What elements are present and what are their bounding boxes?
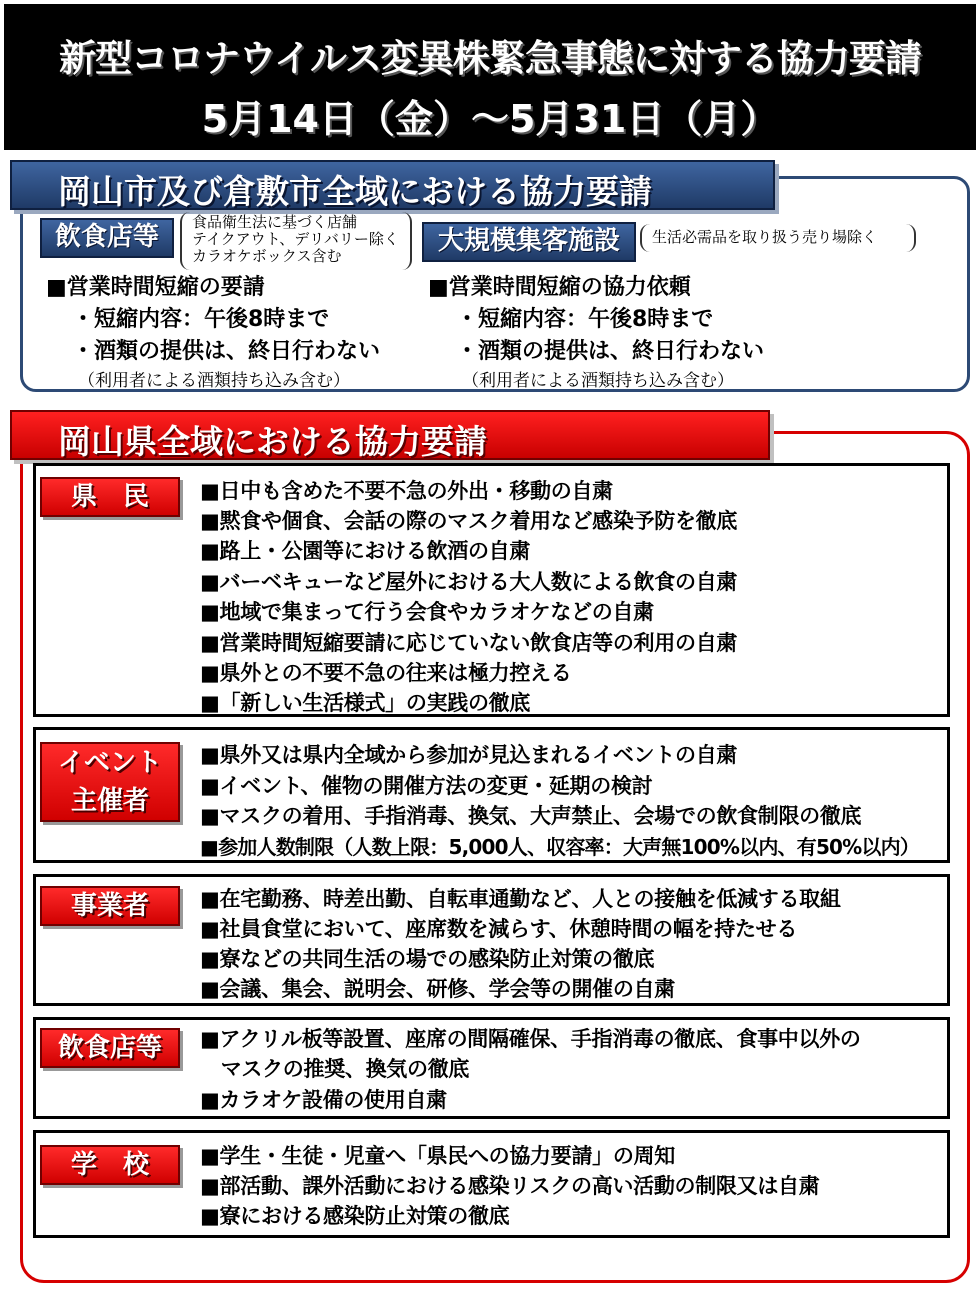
- large-facilities-sub: （利用者による酒類持ち込み含む）: [462, 371, 734, 391]
- list-item: ■カラオケ設備の使用自粛: [200, 1088, 447, 1112]
- list-item: ■「新しい生活様式」の実践の徹底: [200, 691, 531, 715]
- period-text: 5月14日（金）～5月31日（月）: [201, 97, 779, 141]
- event-organizers-tag-line: イベント: [57, 748, 162, 778]
- list-item: ■路上・公園等における飲酒の自粛: [200, 539, 531, 563]
- list-item: ■地域で集まって行う会食やカラオケなどの自粛: [200, 600, 654, 624]
- restaurants-heading: ■営業時間短縮の要請: [46, 275, 265, 300]
- okayama-pref-title: 岡山県全域における協力要請: [58, 422, 487, 461]
- list-item: ■マスクの着用、手指消毒、換気、大声禁止、会場での飲食制限の徹底: [200, 804, 862, 828]
- page-title: 新型コロナウイルス変異株緊急事態に対する協力要請: [59, 37, 921, 80]
- list-item: ■日中も含めた不要不急の外出・移動の自粛: [200, 479, 613, 503]
- event-organizers-tag: [40, 742, 180, 822]
- restaurants-tag: 飲食店等: [40, 218, 174, 258]
- list-item: ■寮における感染防止対策の徹底: [200, 1204, 510, 1228]
- residents-tag: 県 民: [40, 477, 180, 517]
- large-facilities-item: ・酒類の提供は、終日行わない: [456, 339, 765, 364]
- list-item: ■社員食堂において、座席数を減らす、休憩時間の幅を持たせる: [200, 917, 798, 941]
- okayama-pref-banner: [10, 410, 770, 460]
- large-facilities-item: ・短縮内容：午後8時まで: [456, 307, 714, 332]
- list-item: ■アクリル板等設置、座席の間隔確保、手指消毒の徹底、食事中以外の: [200, 1027, 861, 1051]
- list-item: ■黙食や個食、会話の際のマスク着用など感染予防を徹底: [200, 509, 738, 533]
- list-item: ■在宅勤務、時差出勤、自転車通勤など、人との接触を低減する取組: [200, 887, 841, 911]
- large-facilities-tag: 大規模集客施設: [422, 222, 636, 262]
- list-item: ■イベント、催物の開催方法の変更・延期の検討: [200, 774, 653, 798]
- businesses-tag: 事業者: [40, 886, 180, 926]
- list-item: ■バーベキューなど屋外における大人数による飲食の自粛: [200, 570, 738, 594]
- restaurants-note-line: テイクアウト、デリバリー除く: [192, 230, 399, 248]
- restaurants-item: ・酒類の提供は、終日行わない: [72, 339, 381, 364]
- schools-tag: 学 校: [40, 1145, 180, 1185]
- restaurants-note: [180, 212, 412, 270]
- restaurants-item: ・短縮内容：午後8時まで: [72, 307, 330, 332]
- large-facilities-heading: ■営業時間短縮の協力依頼: [428, 275, 691, 300]
- list-item: ■県外又は県内全域から参加が見込まれるイベントの自粛: [200, 743, 738, 767]
- list-item: ■部活動、課外活動における感染リスクの高い活動の制限又は自粛: [200, 1174, 820, 1198]
- list-item: ■寮などの共同生活の場での感染防止対策の徹底: [200, 947, 655, 971]
- okayama-kurashiki-banner: [10, 160, 775, 210]
- restaurants-sub: （利用者による酒類持ち込み含む）: [78, 371, 350, 391]
- restaurants-note-line: 食品衛生法に基づく店舗: [192, 213, 358, 231]
- header-banner: [4, 4, 976, 150]
- list-item: ■県外との不要不急の往来は極力控える: [200, 661, 572, 685]
- list-item: マスクの推奨、換気の徹底: [200, 1057, 470, 1081]
- list-item: ■学生・生徒・児童へ「県民への協力要請」の周知: [200, 1144, 675, 1168]
- event-organizers-tag-line: 主催者: [70, 786, 149, 816]
- pref-restaurants-tag: 飲食店等: [40, 1028, 180, 1068]
- restaurants-note-line: カラオケボックス含む: [192, 247, 342, 265]
- large-facilities-note: 生活必需品を取り扱う売り場除く: [640, 224, 916, 252]
- list-item: ■会議、集会、説明会、研修、学会等の開催の自粛: [200, 977, 675, 1001]
- list-item: ■営業時間短縮要請に応じていない飲食店等の利用の自粛: [200, 631, 738, 655]
- list-item: ■参加人数制限（人数上限：5,000人、収容率：大声無100%以内、有50%以内）: [200, 835, 920, 859]
- okayama-kurashiki-title: 岡山市及び倉敷市全域における協力要請: [58, 172, 652, 211]
